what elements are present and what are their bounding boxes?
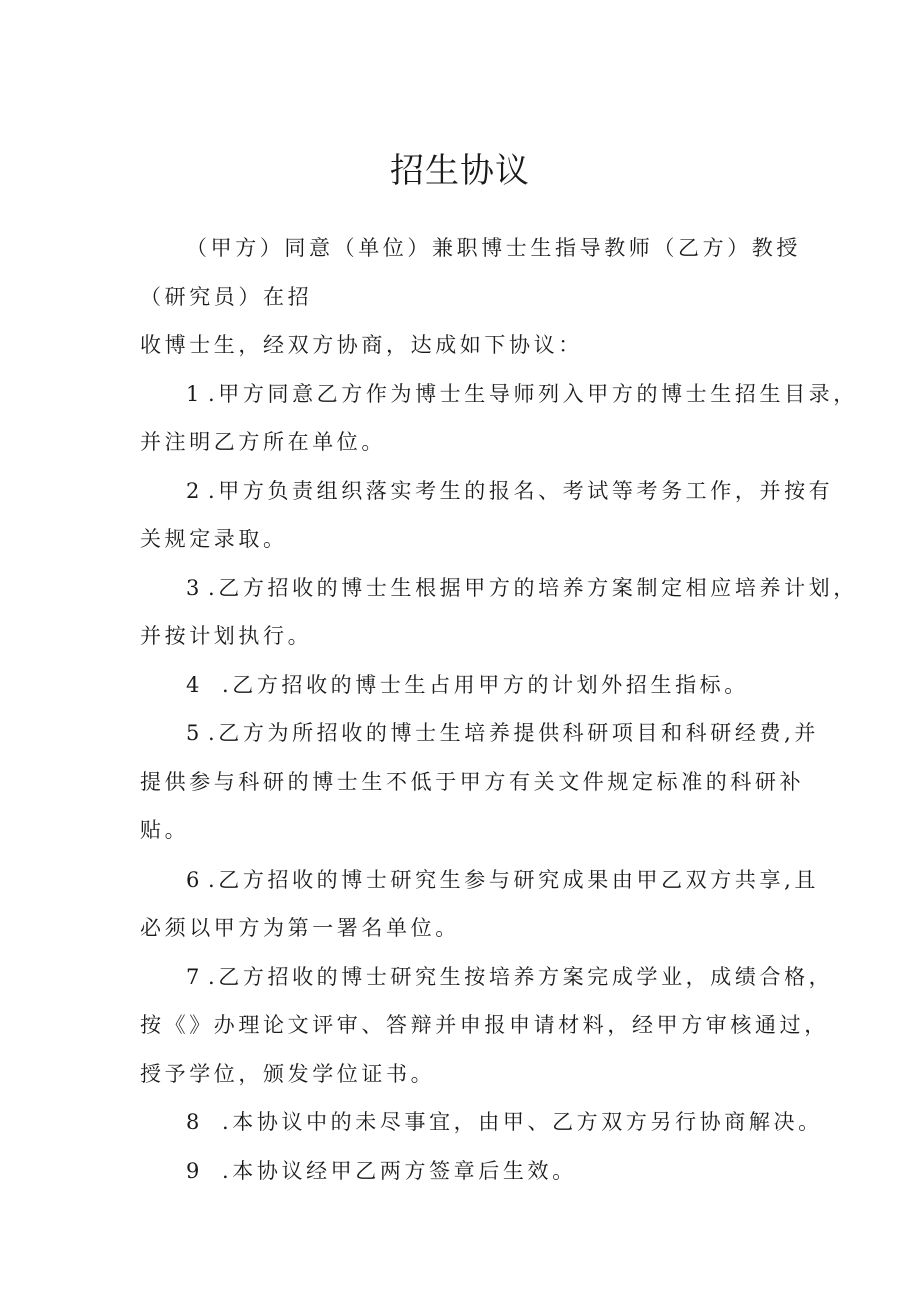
clause-text: .乙方招收的博士生占用甲方的计划外招生指标。 — [222, 673, 749, 697]
clause-7 — [186, 961, 833, 993]
clause-9 — [186, 1155, 577, 1187]
clause-6 — [186, 864, 819, 896]
clause-1-continuation: 并注明乙方所在单位。 — [140, 430, 386, 454]
intro-line-3: 收博士生，经双方协商，达成如下协议： — [140, 333, 583, 357]
clause-text: .乙方为所招收的博士生培养提供科研项目和科研经费,并 — [208, 721, 819, 745]
clause-7-continuation-2: 授予学位，颁发学位证书。 — [140, 1062, 436, 1086]
clause-3-continuation: 并按计划执行。 — [140, 624, 313, 648]
clause-number: 5 — [186, 721, 200, 745]
clause-text: .乙方招收的博士生根据甲方的培养方案制定相应培养计划， — [208, 576, 858, 600]
clause-number: 9 — [186, 1159, 200, 1183]
clause-5 — [186, 717, 819, 749]
clause-number: 2 — [186, 479, 200, 503]
clause-2-continuation: 关规定录取。 — [140, 527, 288, 551]
clause-2 — [186, 475, 833, 507]
clause-number: 4 — [186, 673, 200, 697]
clause-number: 7 — [186, 965, 200, 989]
clause-1 — [186, 378, 858, 410]
clause-text: .甲方负责组织落实考生的报名、考试等考务工作，并按有 — [208, 479, 834, 503]
clause-3 — [186, 572, 858, 604]
intro-line-2: （研究员）在招 — [140, 285, 313, 309]
intro-line-1: （甲方）同意（单位）兼职博士生指导教师（乙方）教授 — [186, 236, 801, 260]
clause-4 — [186, 669, 749, 701]
clause-text: .本协议经甲乙两方签章后生效。 — [222, 1159, 577, 1183]
clause-text: .本协议中的未尽事宜，由甲、乙方双方另行协商解决。 — [222, 1110, 823, 1134]
clause-5-continuation-1: 提供参与科研的博士生不低于甲方有关文件规定标准的科研补 — [140, 770, 805, 794]
clause-number: 6 — [186, 868, 200, 892]
clause-number: 8 — [186, 1110, 200, 1134]
clause-6-continuation: 必须以甲方为第一署名单位。 — [140, 916, 460, 940]
clause-text: .甲方同意乙方作为博士生导师列入甲方的博士生招生目录， — [208, 382, 858, 406]
clause-text: .乙方招收的博士研究生参与研究成果由甲乙双方共享,且 — [208, 868, 819, 892]
clause-5-continuation-2: 贴。 — [140, 818, 190, 842]
clause-number: 3 — [186, 576, 200, 600]
clause-number: 1 — [186, 382, 200, 406]
document-title: 招生协议 — [390, 151, 530, 191]
clause-8 — [186, 1106, 823, 1138]
clause-text: .乙方招收的博士研究生按培养方案完成学业，成绩合格， — [208, 965, 834, 989]
clause-7-continuation-1: 按《》办理论文评审、答辩并申报申请材料，经甲方审核通过， — [140, 1013, 829, 1037]
